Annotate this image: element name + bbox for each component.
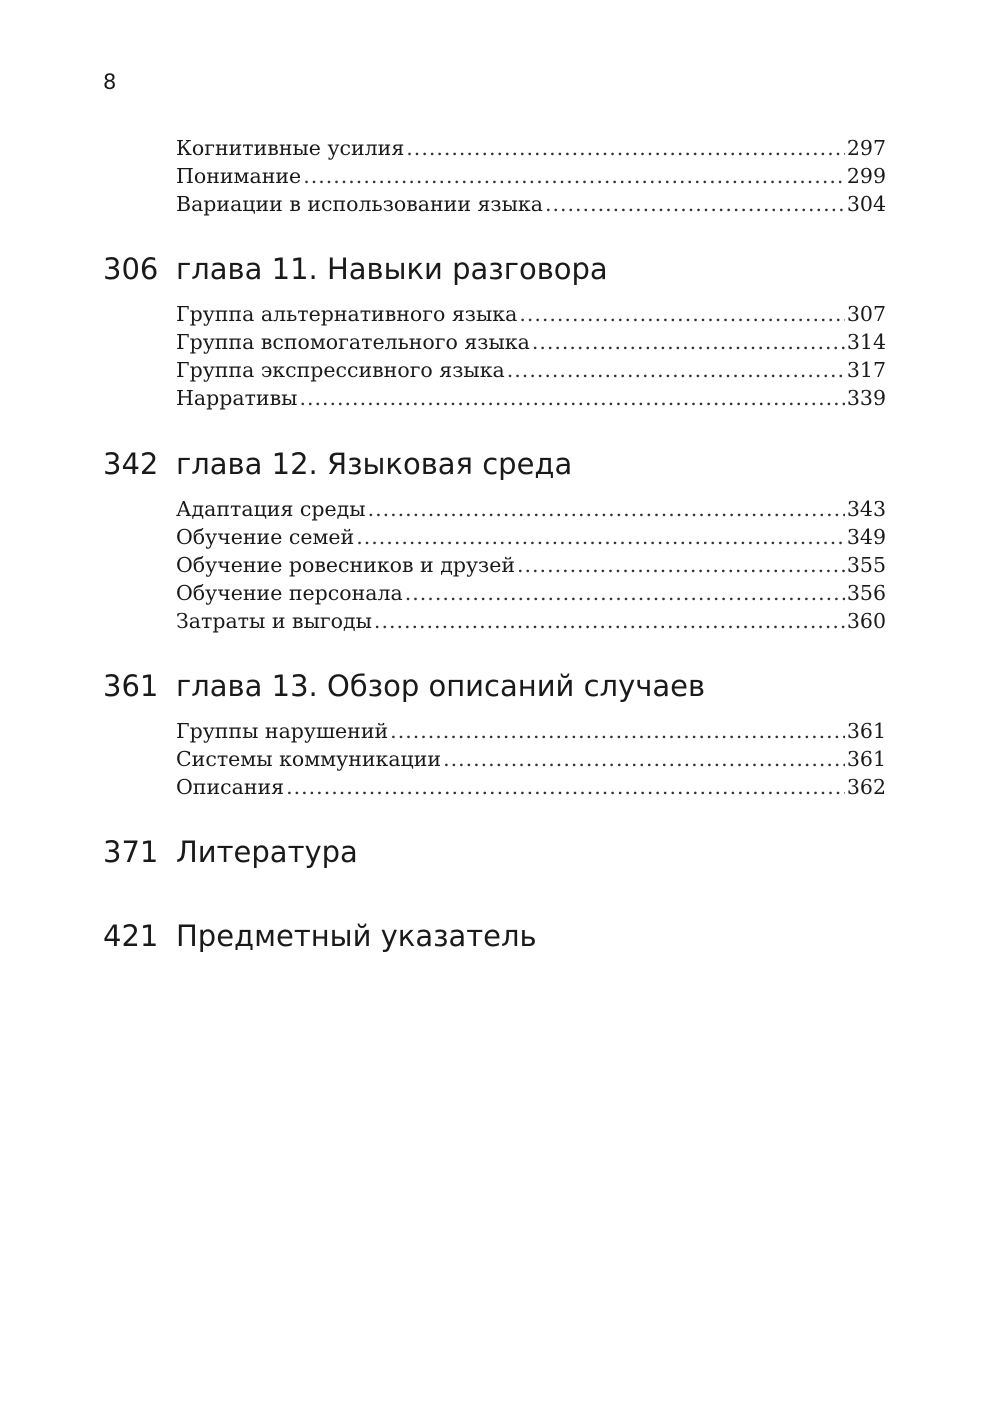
- dot-leader: [443, 745, 845, 773]
- entry-page: 314: [846, 330, 886, 354]
- toc-entry[interactable]: [176, 384, 886, 412]
- entry-title: Обучение персонала: [176, 581, 403, 605]
- chapter-title: глава 11. Навыки разговора: [176, 252, 608, 286]
- entry-page: 304: [846, 192, 886, 216]
- entry-page: 360: [846, 609, 886, 633]
- entry-title: Обучение семей: [176, 525, 355, 549]
- chapter-heading[interactable]: [103, 446, 903, 482]
- chapter-title: глава 12. Языковая среда: [176, 447, 573, 481]
- dot-leader: [519, 300, 845, 328]
- entry-list-chapter-11: [176, 300, 886, 412]
- entry-page: 362: [846, 775, 886, 799]
- entry-list-chapter-13: [176, 717, 886, 801]
- chapter-heading[interactable]: [103, 834, 903, 870]
- entry-page: 297: [846, 136, 886, 160]
- chapter-page: 421: [103, 919, 159, 953]
- chapter-title: Предметный указатель: [176, 919, 537, 953]
- entry-page: 307: [846, 302, 886, 326]
- entry-page: 339: [846, 386, 886, 410]
- entry-page: 361: [846, 719, 886, 743]
- entry-list-chapter-12: [176, 495, 886, 635]
- chapter-page: 361: [103, 669, 159, 703]
- chapter-heading[interactable]: [103, 918, 903, 954]
- dot-leader: [356, 523, 845, 551]
- toc-entry[interactable]: [176, 328, 886, 356]
- dot-leader: [299, 384, 844, 412]
- entry-title: Затраты и выгоды: [176, 609, 372, 633]
- chapter-page: 306: [103, 252, 159, 286]
- dot-leader: [532, 328, 845, 356]
- toc-entry[interactable]: [176, 356, 886, 384]
- dot-leader: [390, 717, 845, 745]
- dot-leader: [368, 495, 845, 523]
- chapter-heading[interactable]: [103, 668, 903, 704]
- toc-entry[interactable]: [176, 773, 886, 801]
- entry-title: Группа экспрессивного языка: [176, 358, 505, 382]
- entry-title: Системы коммуникации: [176, 747, 442, 771]
- entry-title: Группы нарушений: [176, 719, 389, 743]
- chapter-heading[interactable]: [103, 251, 903, 287]
- toc-entry[interactable]: [176, 134, 886, 162]
- toc-entry[interactable]: [176, 579, 886, 607]
- toc-entry[interactable]: [176, 551, 886, 579]
- toc-entry[interactable]: [176, 190, 886, 218]
- chapter-page: 342: [103, 447, 159, 481]
- entry-list-continued: [176, 134, 886, 218]
- toc-entry[interactable]: [176, 162, 886, 190]
- chapter-title: глава 13. Обзор описаний случаев: [176, 669, 706, 703]
- entry-title: Группа альтернативного языка: [176, 302, 518, 326]
- dot-leader: [405, 579, 845, 607]
- entry-title: Вариации в использовании языка: [176, 192, 543, 216]
- entry-title: Понимание: [176, 164, 302, 188]
- page-number: 8: [103, 70, 117, 94]
- entry-page: 349: [846, 525, 886, 549]
- entry-page: 356: [846, 581, 886, 605]
- toc-entry[interactable]: [176, 300, 886, 328]
- entry-page: 343: [846, 497, 886, 521]
- dot-leader: [545, 190, 845, 218]
- entry-title: Описания: [176, 775, 285, 799]
- toc-entry[interactable]: [176, 523, 886, 551]
- entry-title: Когнитивные усилия: [176, 136, 405, 160]
- toc-entry[interactable]: [176, 607, 886, 635]
- dot-leader: [406, 134, 845, 162]
- entry-page: 299: [846, 164, 886, 188]
- entry-title: Адаптация среды: [176, 497, 366, 521]
- dot-leader: [303, 162, 845, 190]
- toc-entry[interactable]: [176, 717, 886, 745]
- entry-title: Нарративы: [176, 386, 298, 410]
- toc-entry[interactable]: [176, 495, 886, 523]
- entry-title: Обучение ровесников и друзей: [176, 553, 515, 577]
- dot-leader: [286, 773, 845, 801]
- entry-page: 361: [846, 747, 886, 771]
- entry-title: Группа вспомогательного языка: [176, 330, 530, 354]
- chapter-title: Литература: [176, 835, 358, 869]
- dot-leader: [374, 607, 845, 635]
- entry-page: 355: [846, 553, 886, 577]
- dot-leader: [517, 551, 845, 579]
- dot-leader: [507, 356, 845, 384]
- entry-page: 317: [846, 358, 886, 382]
- toc-entry[interactable]: [176, 745, 886, 773]
- chapter-page: 371: [103, 835, 159, 869]
